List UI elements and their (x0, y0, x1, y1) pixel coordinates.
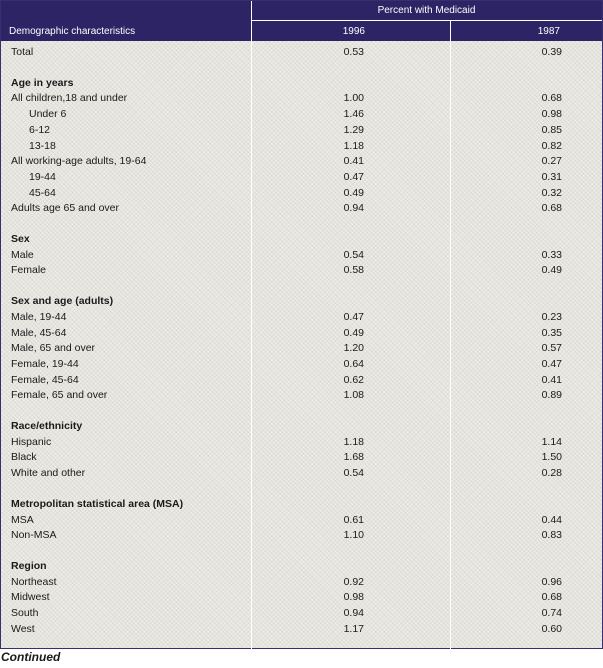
row-label: White and other (11, 467, 86, 480)
value-1987: 0.41 (541, 373, 562, 386)
value-1987: 0.98 (541, 108, 562, 121)
row-label: Adults age 65 and over (11, 202, 119, 215)
value-1996: 0.94 (343, 607, 364, 619)
value-1996: 0.41 (343, 155, 364, 168)
value-1987: 0.89 (541, 389, 562, 402)
value-1996: 0.98 (343, 591, 364, 604)
value-1987: 0.74 (541, 607, 562, 619)
section-heading: Race/ethnicity (11, 420, 83, 432)
value-1996: 0.94 (343, 202, 364, 215)
value-1996: 0.58 (343, 264, 364, 277)
row-label: Female (11, 264, 47, 277)
row-label: Female, 65 and over (11, 389, 108, 402)
value-1996: 1.18 (343, 435, 364, 448)
row-label: West (11, 622, 35, 635)
value-1987: 0.68 (541, 202, 562, 215)
value-1996: 1.29 (343, 123, 364, 136)
row-label: Male, 19-44 (11, 310, 67, 323)
row-label: Male, 45-64 (11, 326, 67, 339)
value-1987: 0.27 (541, 155, 562, 168)
year-1987-header: 1987 (537, 26, 560, 37)
value-1987: 0.47 (541, 357, 562, 370)
column-divider-1 (251, 41, 252, 649)
row-label: Northeast (11, 575, 57, 588)
row-label: 13-18 (29, 139, 56, 152)
value-1987: 0.31 (541, 170, 562, 183)
row-label: 6-12 (29, 123, 51, 136)
value-1987: 0.83 (541, 529, 562, 542)
year-1996-header: 1996 (342, 26, 365, 37)
column-divider-2 (450, 41, 451, 649)
value-1996: 1.18 (343, 139, 364, 152)
value-1996: 1.10 (343, 529, 364, 542)
row-label: Male, 65 and over (11, 342, 96, 355)
value-1987: 0.32 (541, 186, 562, 199)
value-1987: 0.68 (541, 92, 562, 105)
value-1996: 0.49 (343, 186, 364, 199)
value-1987: 0.28 (541, 467, 562, 480)
value-1996: 1.46 (343, 108, 364, 121)
value-1996: 0.54 (343, 248, 364, 261)
value-1987: 0.85 (541, 123, 562, 136)
row-label: Midwest (11, 591, 50, 604)
row-label: MSA (11, 513, 34, 526)
row-label: Male (11, 248, 34, 261)
value-1987: 0.49 (541, 264, 562, 277)
value-1987: 0.60 (541, 622, 562, 635)
value-1987: 0.35 (541, 326, 562, 339)
value-1996: 0.64 (343, 357, 364, 370)
value-1987: 0.96 (541, 575, 562, 588)
value-1996: 0.62 (343, 373, 364, 386)
value-1996: 0.61 (343, 513, 364, 526)
value-1987: 0.57 (541, 342, 562, 355)
value-1996: 1.00 (343, 92, 364, 105)
value-1987: 0.23 (541, 310, 562, 323)
value-1987: 0.44 (541, 513, 562, 526)
value-1996: 0.47 (343, 310, 364, 323)
value-1987: 0.68 (541, 591, 562, 604)
row-label: Total (11, 46, 34, 58)
value-1987: 0.33 (541, 248, 562, 261)
section-heading: Region (11, 559, 47, 572)
value-1987: 1.14 (541, 435, 562, 448)
row-label: 45-64 (29, 186, 56, 199)
value-1996: 1.68 (343, 451, 364, 464)
value-1996: 0.49 (343, 326, 364, 339)
value-1987: 1.50 (541, 451, 562, 464)
header-rule (251, 20, 602, 21)
value-1987: 0.82 (541, 139, 562, 152)
continued-note: Continued (1, 650, 61, 664)
value-1987: 0.39 (541, 46, 562, 58)
row-label: All working-age adults, 19-64 (11, 155, 147, 168)
header-divider-1 (251, 1, 252, 41)
row-label: Non-MSA (11, 529, 57, 542)
demographic-column-header: Demographic characteristics (9, 26, 136, 37)
row-label: All children,18 and under (11, 92, 128, 105)
row-label: Female, 19-44 (11, 357, 79, 370)
percent-medicaid-header: Percent with Medicaid (377, 5, 476, 16)
value-1996: 1.08 (343, 389, 364, 402)
section-heading: Sex and age (adults) (11, 295, 114, 308)
value-1996: 0.54 (343, 467, 364, 480)
row-label: Female, 45-64 (11, 373, 79, 386)
row-label: South (11, 607, 39, 619)
section-heading: Sex (11, 233, 30, 245)
value-1996: 1.17 (343, 622, 364, 635)
value-1996: 0.47 (343, 170, 364, 183)
section-heading: Age in years (11, 76, 74, 89)
value-1996: 1.20 (343, 342, 364, 355)
table-header (1, 1, 602, 41)
row-label: Under 6 (29, 108, 67, 121)
value-1996: 0.92 (343, 575, 364, 588)
row-label: Black (11, 451, 37, 464)
header-divider-2 (450, 21, 451, 41)
row-label: Hispanic (11, 435, 52, 448)
section-heading: Metropolitan statistical area (MSA) (11, 497, 184, 510)
value-1996: 0.53 (343, 46, 364, 58)
row-label: 19-44 (29, 170, 56, 183)
